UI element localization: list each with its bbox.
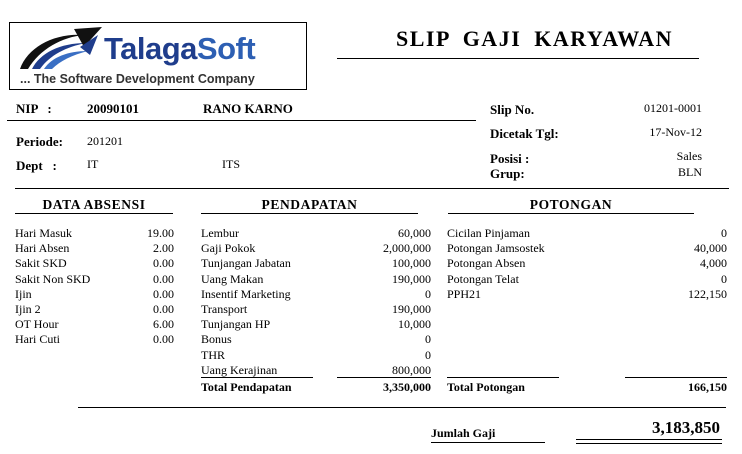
list-item: Uang Kerajinan 800,000	[201, 362, 431, 377]
slip-no-value: 01201-0001	[644, 101, 702, 115]
header-divider	[15, 188, 729, 189]
printed-date-label: Dicetak Tgl:	[490, 126, 559, 141]
employee-name: RANO KARNO	[203, 101, 293, 116]
list-item: Potongan Telat 0	[447, 271, 727, 286]
potongan-heading-line	[448, 213, 694, 214]
list-item: Cicilan Pinjaman 0	[447, 226, 727, 240]
list-item: Hari Cuti 0.00	[15, 332, 174, 347]
total-pendapatan-value: 3,350,000	[383, 380, 431, 394]
absensi-heading: DATA ABSENSI	[42, 197, 146, 212]
logo-tagline: ... The Software Development Company	[20, 72, 255, 86]
pendapatan-list	[201, 226, 431, 378]
absensi-list	[15, 226, 174, 348]
total-pendapatan-label: Total Pendapatan	[201, 380, 292, 394]
list-item: Transport 190,000	[201, 301, 431, 316]
list-item: Gaji Pokok 2,000,000	[201, 241, 431, 256]
net-salary-label: Jumlah Gaji	[431, 426, 496, 440]
net-value-underline-1	[576, 439, 722, 440]
position-label: Posisi :	[490, 151, 530, 166]
nip-value: 20090101	[87, 101, 139, 116]
pendapatan-heading-line	[201, 213, 418, 214]
group-value: BLN	[678, 165, 702, 179]
pendapatan-heading: PENDAPATAN	[261, 197, 358, 212]
list-item: THR 0	[201, 347, 431, 362]
title-underline	[337, 58, 699, 59]
list-item: Bonus 0	[201, 332, 431, 347]
net-divider	[78, 407, 726, 408]
list-item: Uang Makan 190,000	[201, 271, 431, 286]
dept-label: Dept :	[16, 158, 57, 173]
pendapatan-total-line-right	[337, 377, 431, 378]
dept-name: ITS	[222, 157, 240, 171]
nip-label: NIP :	[16, 101, 52, 116]
list-item: Insentif Marketing 0	[201, 286, 431, 301]
list-item: Hari Absen 2.00	[15, 241, 174, 256]
list-item: Potongan Jamsostek 40,000	[447, 241, 727, 256]
periode-value: 201201	[87, 134, 123, 148]
pendapatan-total-line-left	[201, 377, 313, 378]
list-item: Ijin 2 0.00	[15, 301, 174, 316]
slip-no-label: Slip No.	[490, 102, 535, 117]
dept-code: IT	[87, 157, 99, 171]
periode-label: Periode:	[16, 134, 63, 149]
potongan-total-line-right	[625, 377, 727, 378]
total-potongan-value: 166,150	[688, 380, 727, 394]
list-item: Lembur 60,000	[201, 226, 431, 240]
total-potongan-label: Total Potongan	[447, 380, 525, 394]
list-item: Sakit SKD 0.00	[15, 256, 174, 271]
absensi-heading-line	[15, 213, 173, 214]
potongan-heading: POTONGAN	[529, 197, 613, 212]
logo-wordmark: TalagaSoft	[104, 31, 256, 66]
list-item: PPH21 122,150	[447, 286, 727, 301]
list-item: Hari Masuk 19.00	[15, 226, 174, 240]
potongan-list	[447, 226, 727, 302]
list-item: Ijin 0.00	[15, 286, 174, 301]
list-item: Potongan Absen 4,000	[447, 256, 727, 271]
list-item: OT Hour 6.00	[15, 317, 174, 332]
swoosh-logo-icon	[14, 25, 106, 75]
position-value: Sales	[676, 149, 702, 163]
net-salary-value: 3,183,850	[652, 418, 720, 437]
nip-row-line	[7, 120, 476, 121]
list-item: Sakit Non SKD 0.00	[15, 271, 174, 286]
net-value-underline-2	[576, 443, 722, 444]
list-item: Tunjangan Jabatan 100,000	[201, 256, 431, 271]
company-logo	[9, 22, 307, 90]
printed-date-value: 17-Nov-12	[649, 125, 702, 139]
page-title: SLIP GAJI KARYAWAN	[396, 26, 674, 51]
net-label-underline	[431, 442, 545, 443]
list-item: Tunjangan HP 10,000	[201, 317, 431, 332]
group-label: Grup:	[490, 166, 525, 181]
potongan-total-line-left	[447, 377, 559, 378]
